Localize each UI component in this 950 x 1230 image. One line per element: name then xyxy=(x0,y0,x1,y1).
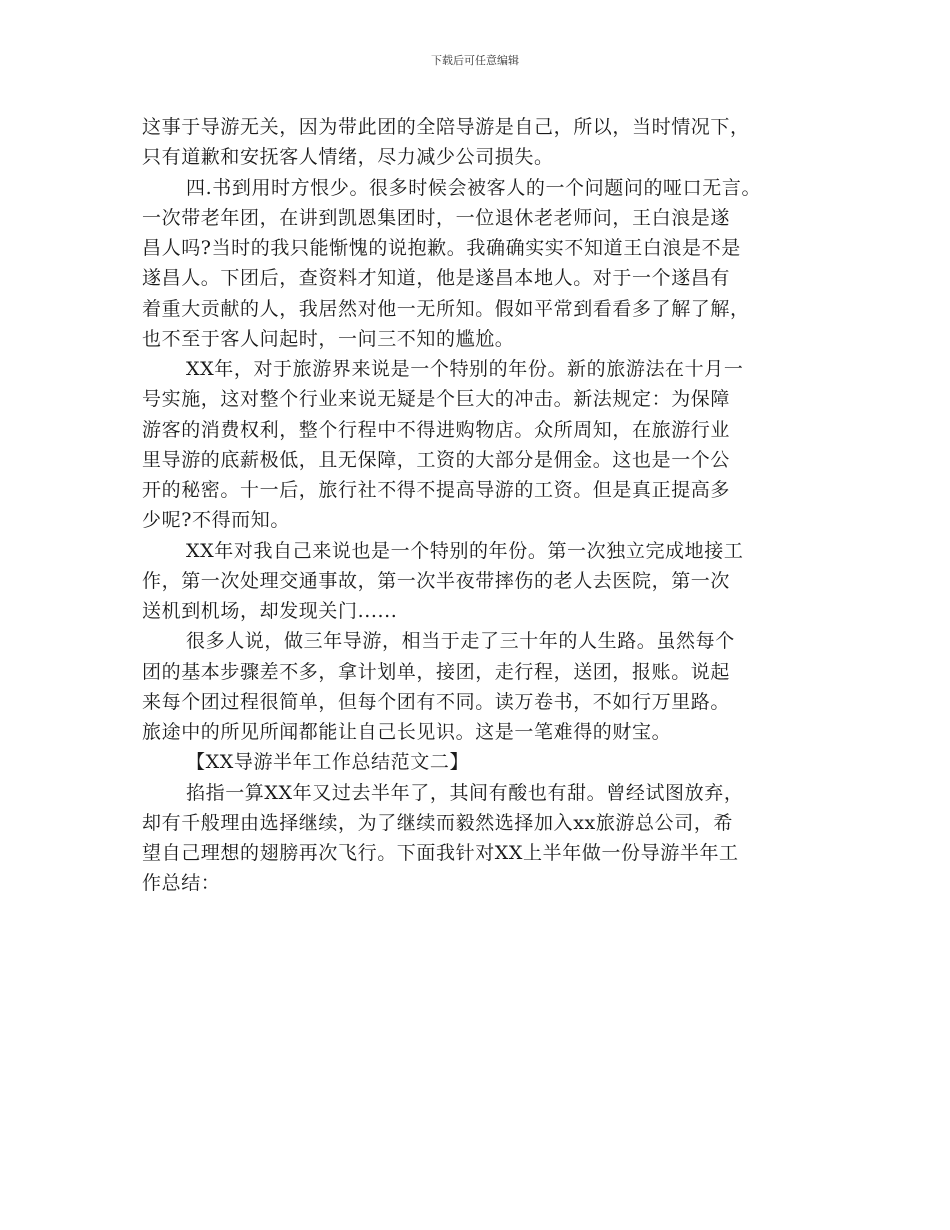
text-line: XX年对我自己来说也是一个特别的年份。第一次独立完成地接工 xyxy=(186,539,744,562)
text-line: 掐指一算XX年又过去半年了，其间有酸也有甜。曾经试图放弃， xyxy=(186,781,744,804)
text-line: 遂昌人。下团后，查资料才知道，他是遂昌本地人。对于一个遂昌有 xyxy=(142,267,731,290)
document-body xyxy=(142,112,832,899)
text-line: 号实施，这对整个行业来说无疑是个巨大的冲击。新法规定：为保障 xyxy=(142,388,731,411)
text-line: 游客的消费权利，整个行程中不得进购物店。众所周知，在旅游行业 xyxy=(142,418,731,441)
text-line: 昌人吗?当时的我只能惭愧的说抱歉。我确确实实不知道王白浪是不是 xyxy=(142,237,741,259)
text-line: 作总结： xyxy=(142,872,221,895)
text-line: 开的秘密。十一后，旅行社不得不提高导游的工资。但是真正提高多 xyxy=(142,479,731,501)
text-line: 望自己理想的翅膀再次飞行。下面我针对XX上半年做一份导游半年工 xyxy=(142,842,739,864)
text-line: 来每个团过程很简单，但每个团有不同。读万卷书，不如行万里路。 xyxy=(142,690,731,713)
text-line: XX年，对于旅游界来说是一个特别的年份。新的旅游法在十月一 xyxy=(186,358,744,380)
text-line: 【XX导游半年工作总结范文二】 xyxy=(186,751,470,774)
text-line: 很多人说，做三年导游，相当于走了三十年的人生路。虽然每个 xyxy=(186,630,735,653)
page-header-note: 下载后可任意编辑 xyxy=(431,54,519,67)
text-line: 四.书到用时方恨少。很多时候会被客人的一个问题问的哑口无言。 xyxy=(186,176,762,199)
text-line: 少呢?不得而知。 xyxy=(142,509,290,532)
text-line: 着重大贡献的人，我居然对他一无所知。假如平常到看看多了解了解， xyxy=(142,297,750,320)
text-line: 团的基本步骤差不多，拿计划单，接团，走行程，送团，报账。说起 xyxy=(142,660,731,683)
text-line: 也不至于客人问起时，一问三不知的尴尬。 xyxy=(142,327,515,350)
text-line: 一次带老年团，在讲到凯恩集团时，一位退休老老师问，王白浪是遂 xyxy=(142,206,731,229)
text-line: 里导游的底薪极低，且无保障，工资的大部分是佣金。这也是一个公 xyxy=(142,448,731,471)
text-line: 这事于导游无关，因为带此团的全陪导游是自己，所以，当时情况下， xyxy=(142,116,750,138)
text-line: 送机到机场，却发现关门...... xyxy=(142,600,398,622)
text-line: 旅途中的所见所闻都能让自己长见识。这是一笔难得的财宝。 xyxy=(142,721,672,743)
text-line: 只有道歉和安抚客人情绪，尽力减少公司损失。 xyxy=(142,146,554,169)
text-line: 作，第一次处理交通事故，第一次半夜带摔伤的老人去医院，第一次 xyxy=(142,569,731,592)
text-line: 却有千般理由选择继续，为了继续而毅然选择加入xx旅游总公司，希 xyxy=(142,811,734,834)
